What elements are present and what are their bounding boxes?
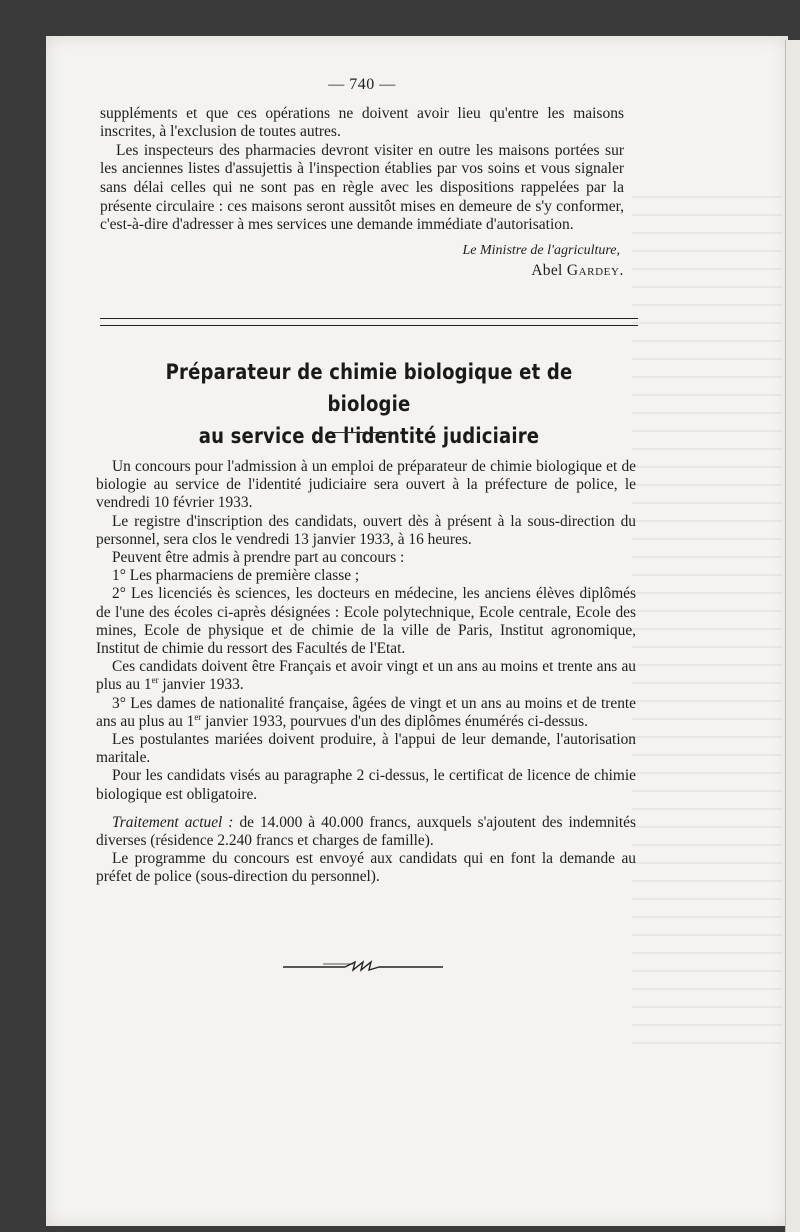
article-paragraph-8: Les postulantes mariées doivent produire, à l'appui de leur demande, l'autorisation maritale.	[96, 731, 636, 767]
title-underline	[333, 432, 395, 433]
page-number: — 740 —	[328, 76, 396, 93]
previous-paragraph-1: suppléments et que ces opérations ne doivent avoir lieu qu'entre les maisons inscrites, à l'exclusion de toutes autres.	[100, 104, 624, 141]
article-paragraph-10	[96, 814, 636, 850]
article-body	[96, 458, 636, 887]
p7-text-a: 3° Les dames de nationalité française, âgées de vingt et un ans au moins et de trente ans au plus au 1	[96, 694, 636, 730]
article-paragraph-5: 2° Les licenciés ès sciences, les docteurs en médecine, les anciens élèves diplômés de l'une des écoles ci-après désignées : Ecole polytechnique, Ecole centrale, Ecole des mines, Ecole de physique et de chimie de la ville de Paris, Institut agronomique, Institut de chimie du ressort des Facultés de l'Etat.	[96, 585, 636, 658]
signature-block	[100, 241, 624, 281]
paragraph-gap	[96, 804, 636, 814]
p6-text-a: Ces candidats doivent être Français et avoir vingt et un ans au moins et trente ans au plus au 1	[96, 658, 636, 694]
article-paragraph-11: Le programme du concours est envoyé aux candidats qui en font la demande au préfet de police (sous-direction du personnel).	[96, 850, 636, 886]
p6-text-b: janvier 1933.	[158, 676, 244, 694]
previous-article	[100, 76, 624, 281]
p7-sup: er	[194, 711, 202, 722]
section-divider	[100, 318, 638, 326]
show-through-texture	[632, 196, 782, 1056]
divider-line-bottom	[100, 325, 638, 326]
p6-sup: er	[151, 675, 159, 686]
article-paragraph-3: Peuvent être admis à prendre part au concours :	[112, 549, 405, 567]
p7-text-b: janvier 1933, pourvues d'un des diplômes énumérés ci-dessus.	[201, 712, 588, 730]
article-title	[138, 356, 601, 452]
previous-paragraph-2: Les inspecteurs des pharmacies devront visiter en outre les maisons portées sur les anciennes listes d'assujettis à l'inspection établies par vos soins et vous signaler sans délai celles qui ne sont pas en règle avec les dispositions rappelées par la présente circulaire : ces maisons seront aussitôt mises en demeure de s'y conformer, c'est-à-dire d'adresser à mes services une demande immédiate d'autorisation.	[100, 141, 624, 234]
article-paragraph-1: Un concours pour l'admission à un emploi de préparateur de chimie biologique et de biologie au service de l'identité judiciaire sera ouvert à la préfecture de police, le vendredi 10 février 1933.	[96, 458, 636, 512]
article-paragraph-2: Le registre d'inscription des candidats, ouvert dès à présent à la sous-direction du personnel, sera clos le vendredi 13 janvier 1933, à 16 heures.	[96, 512, 636, 548]
article-title-line-2: au service de l'identité judiciaire	[198, 424, 540, 448]
signature-role: Le Ministre de l'agriculture,	[462, 242, 620, 258]
salary-text: de 14.000 à 40.000 francs, auxquels s'ajoutent des indemnités diverses (résidence 2.240 francs et charges de famille).	[96, 813, 636, 850]
end-ornament-icon	[283, 958, 443, 974]
article-paragraph-9: Pour les candidats visés au paragraphe 2 ci-dessus, le certificat de licence de chimie biologique est obligatoire.	[96, 767, 636, 803]
signature-first-name: Abel	[531, 261, 563, 279]
article-paragraph-7	[96, 695, 636, 731]
article-paragraph-4: 1° Les pharmaciens de première classe ;	[112, 567, 360, 585]
article-paragraph-6	[96, 658, 636, 694]
signature-last-name: Gardey.	[566, 261, 624, 279]
divider-line-top	[100, 318, 638, 319]
next-page-edge	[785, 40, 800, 1232]
salary-label: Traitement actuel :	[112, 813, 234, 831]
article-title-line-1: Préparateur de chimie biologique et de biologie	[165, 360, 573, 416]
signature-name	[100, 261, 624, 281]
